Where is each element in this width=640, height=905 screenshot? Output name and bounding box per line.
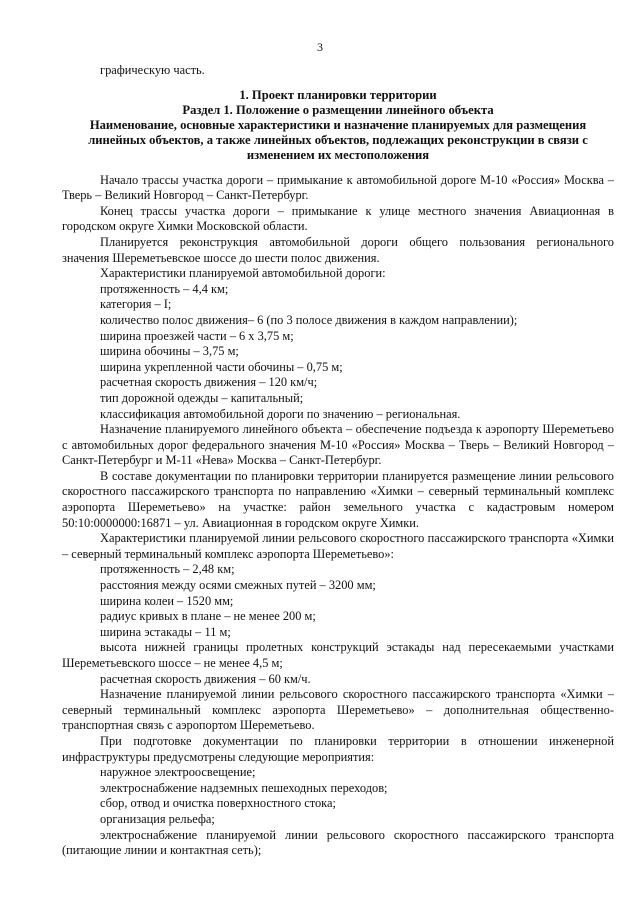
paragraph-purpose: Назначение планируемого линейного объекта – обеспечение подъезда к аэропорту Шереметьево с автомобильных дорог федерального значения М-10 «Россия» Москва – Тверь – Великий Новгород – Санкт-Петербург и М-11 «Нева» Москва – Санкт-Петербург.	[62, 422, 614, 468]
intro-continuation: графическую часть.	[100, 63, 205, 77]
list-item: категория – I;	[100, 297, 172, 312]
paragraph-rail-characteristics-intro: Характеристики планируемой линии рельсового скоростного пассажирского транспорта «Химки – северный терминальный комплекс аэропорта Шереметьево»:	[62, 531, 614, 561]
list-item: протяженность – 4,4 км;	[100, 281, 229, 296]
heading-section: Раздел 1. Положение о размещении линейного объекта	[182, 102, 494, 117]
list-item-rail-speed: расчетная скорость движения – 60 км/ч.	[100, 671, 311, 686]
list-item: ширина укрепленной части обочины – 0,75 м;	[100, 359, 343, 374]
list-item: классификация автомобильной дороги по значению – региональная.	[100, 406, 461, 421]
list-item: расстояния между осями смежных путей – 3200 мм;	[100, 578, 376, 593]
heading-project: 1. Проект планировки территории	[239, 87, 437, 102]
list-item: количество полос движения– 6 (по 3 полосе движения в каждом направлении);	[100, 312, 518, 327]
list-item: организация рельефа;	[100, 811, 215, 826]
document-body	[62, 63, 614, 859]
page-number: 3	[317, 40, 323, 54]
list-item-rail-power: электроснабжение планируемой линии рельсового скоростного пассажирского транспорта (питающие линии и контактная сеть);	[62, 827, 614, 858]
paragraph-rail-purpose: Назначение планируемой линии рельсового скоростного пассажирского транспорта «Химки – северный терминальный комплекс аэропорта Шереметьево» – дополнительная общественно-транспортная связь с аэропортом Шереметьево.	[62, 687, 614, 733]
list-item: радиус кривых в плане – не менее 200 м;	[100, 609, 316, 624]
infrastructure-measures-list	[62, 765, 614, 827]
list-item: ширина проезжей части – 6 х 3,75 м;	[100, 328, 294, 343]
paragraph-road-characteristics-intro: Характеристики планируемой автомобильной дороги:	[100, 266, 386, 281]
list-item: тип дорожной одежды – капитальный;	[100, 390, 304, 405]
list-item: ширина эстакады – 11 м;	[100, 624, 231, 639]
paragraph-route-start: Начало трассы участка дороги – примыкание к автомобильной дороге М-10 «Россия» Москва – Тверь – Великий Новгород – Санкт-Петербург.	[62, 172, 614, 203]
list-item: наружное электроосвещение;	[100, 765, 256, 780]
list-item: сбор, отвод и очистка поверхностного стока;	[100, 796, 336, 811]
paragraph-infrastructure-intro: При подготовке документации по планировки территории в отношении инженерной инфраструктуры предусмотрены следующие мероприятия:	[62, 733, 614, 764]
list-item: электроснабжение надземных пешеходных переходов;	[100, 780, 388, 795]
paragraph-route-end: Конец трассы участка дороги – примыкание к улице местного значения Авиационная в городском округе Химки Московской области.	[62, 203, 614, 234]
rail-characteristics-list	[62, 562, 614, 640]
list-item-rail-height: высота нижней границы пролетных конструкций эстакады над пересекаемыми участками Шереметьевского шоссе – не менее 4,5 м;	[62, 640, 614, 671]
road-characteristics-list	[62, 282, 614, 422]
heading-title: Наименование, основные характеристики и назначение планируемых для размещения линейных объектов, а также линейных объектов, подлежащих реконструкции в связи с изменением их местоположения	[88, 118, 588, 163]
list-item: ширина обочины – 3,75 м;	[100, 344, 239, 359]
list-item: протяженность – 2,48 км;	[100, 562, 235, 577]
list-item: ширина колеи – 1520 мм;	[100, 593, 234, 608]
paragraph-rail-placement: В составе документации по планировки территории планируется размещение линии рельсового скоростного пассажирского транспорта по направлению «Химки – северный терминальный комплекс аэропорта Шереметьево» на участке: район земельного участка с кадастровым номером 50:10:0000000:16871 – ул. Авиационная в городском округе Химки.	[62, 468, 614, 530]
list-item: расчетная скорость движения – 120 км/ч;	[100, 375, 318, 390]
paragraph-reconstruction: Планируется реконструкция автомобильной дороги общего пользования регионального значения Шереметьевское шоссе до шести полос движения.	[62, 234, 614, 265]
